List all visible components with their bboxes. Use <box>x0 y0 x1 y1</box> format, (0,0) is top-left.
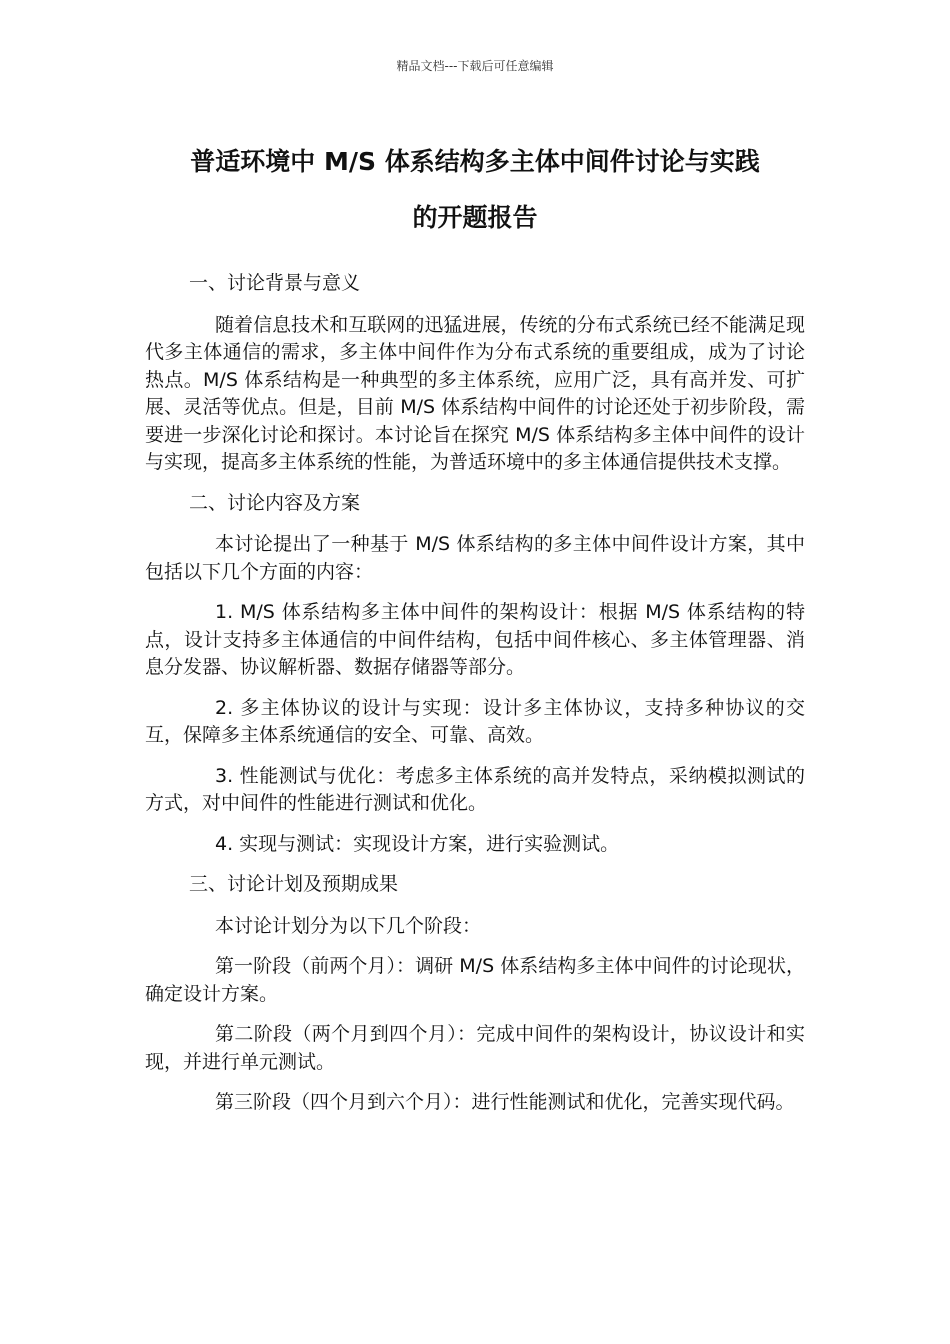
section-3-heading: 三、讨论计划及预期成果 <box>189 873 399 895</box>
section-2-item-4: 4. 实现与测试：实现设计方案，进行实验测试。 <box>215 832 620 855</box>
section-2-intro: 本讨论提出了一种基于 M/S 体系结构的多主体中间件设计方案，其中包括以下几个方面的内容： <box>145 533 805 583</box>
section-2-item-3: 3. 性能测试与优化：考虑多主体系统的高并发特点，采纳模拟测试的方式，对中间件的性能进行测试和优化。 <box>145 764 805 814</box>
section-1-heading: 一、讨论背景与意义 <box>189 272 361 294</box>
document-body <box>145 270 805 1130</box>
section-2-item-1: 1. M/S 体系结构多主体中间件的架构设计：根据 M/S 体系结构的特点，设计支持多主体通信的中间件结构，包括中间件核心、多主体管理器、消息分发器、协议解析器、数据存储器等部分。 <box>145 601 805 678</box>
title-line-2: 的开题报告 <box>412 203 538 232</box>
header-note: 精品文档---下载后可任意编辑 <box>396 59 554 73</box>
section-3-intro: 本讨论计划分为以下几个阶段： <box>215 914 482 937</box>
section-1-paragraph: 随着信息技术和互联网的迅猛进展，传统的分布式系统已经不能满足现代多主体通信的需求，多主体中间件作为分布式系统的重要组成，成为了讨论热点。M/S 体系结构是一种典型的多主体系统，应用广泛，具有高并发、可扩展、灵活等优点。但是，目前 M/S 体系结构中间件的讨论还处于初步阶段，需要进一步深化讨论和探讨。本讨论旨在探究 M/S 体系结构多主体中间件的设计与实现，提高多主体系统的性能，为普适环境中的多主体通信提供技术支撑。 <box>145 313 805 473</box>
section-2-heading: 二、讨论内容及方案 <box>189 491 361 514</box>
section-3-stage-3: 第三阶段（四个月到六个月）：进行性能测试和优化，完善实现代码。 <box>215 1091 795 1113</box>
page-title <box>145 134 805 246</box>
section-3-stage-2: 第二阶段（两个月到四个月）：完成中间件的架构设计，协议设计和实现，并进行单元测试。 <box>145 1023 805 1073</box>
section-2-item-2: 2. 多主体协议的设计与实现：设计多主体协议，支持多种协议的交互，保障多主体系统通信的安全、可靠、高效。 <box>145 696 805 746</box>
title-line-1: 普适环境中 M/S 体系结构多主体中间件讨论与实践 <box>190 147 760 176</box>
section-3-stage-1: 第一阶段（前两个月）：调研 M/S 体系结构多主体中间件的讨论现状，确定设计方案。 <box>145 955 805 1005</box>
